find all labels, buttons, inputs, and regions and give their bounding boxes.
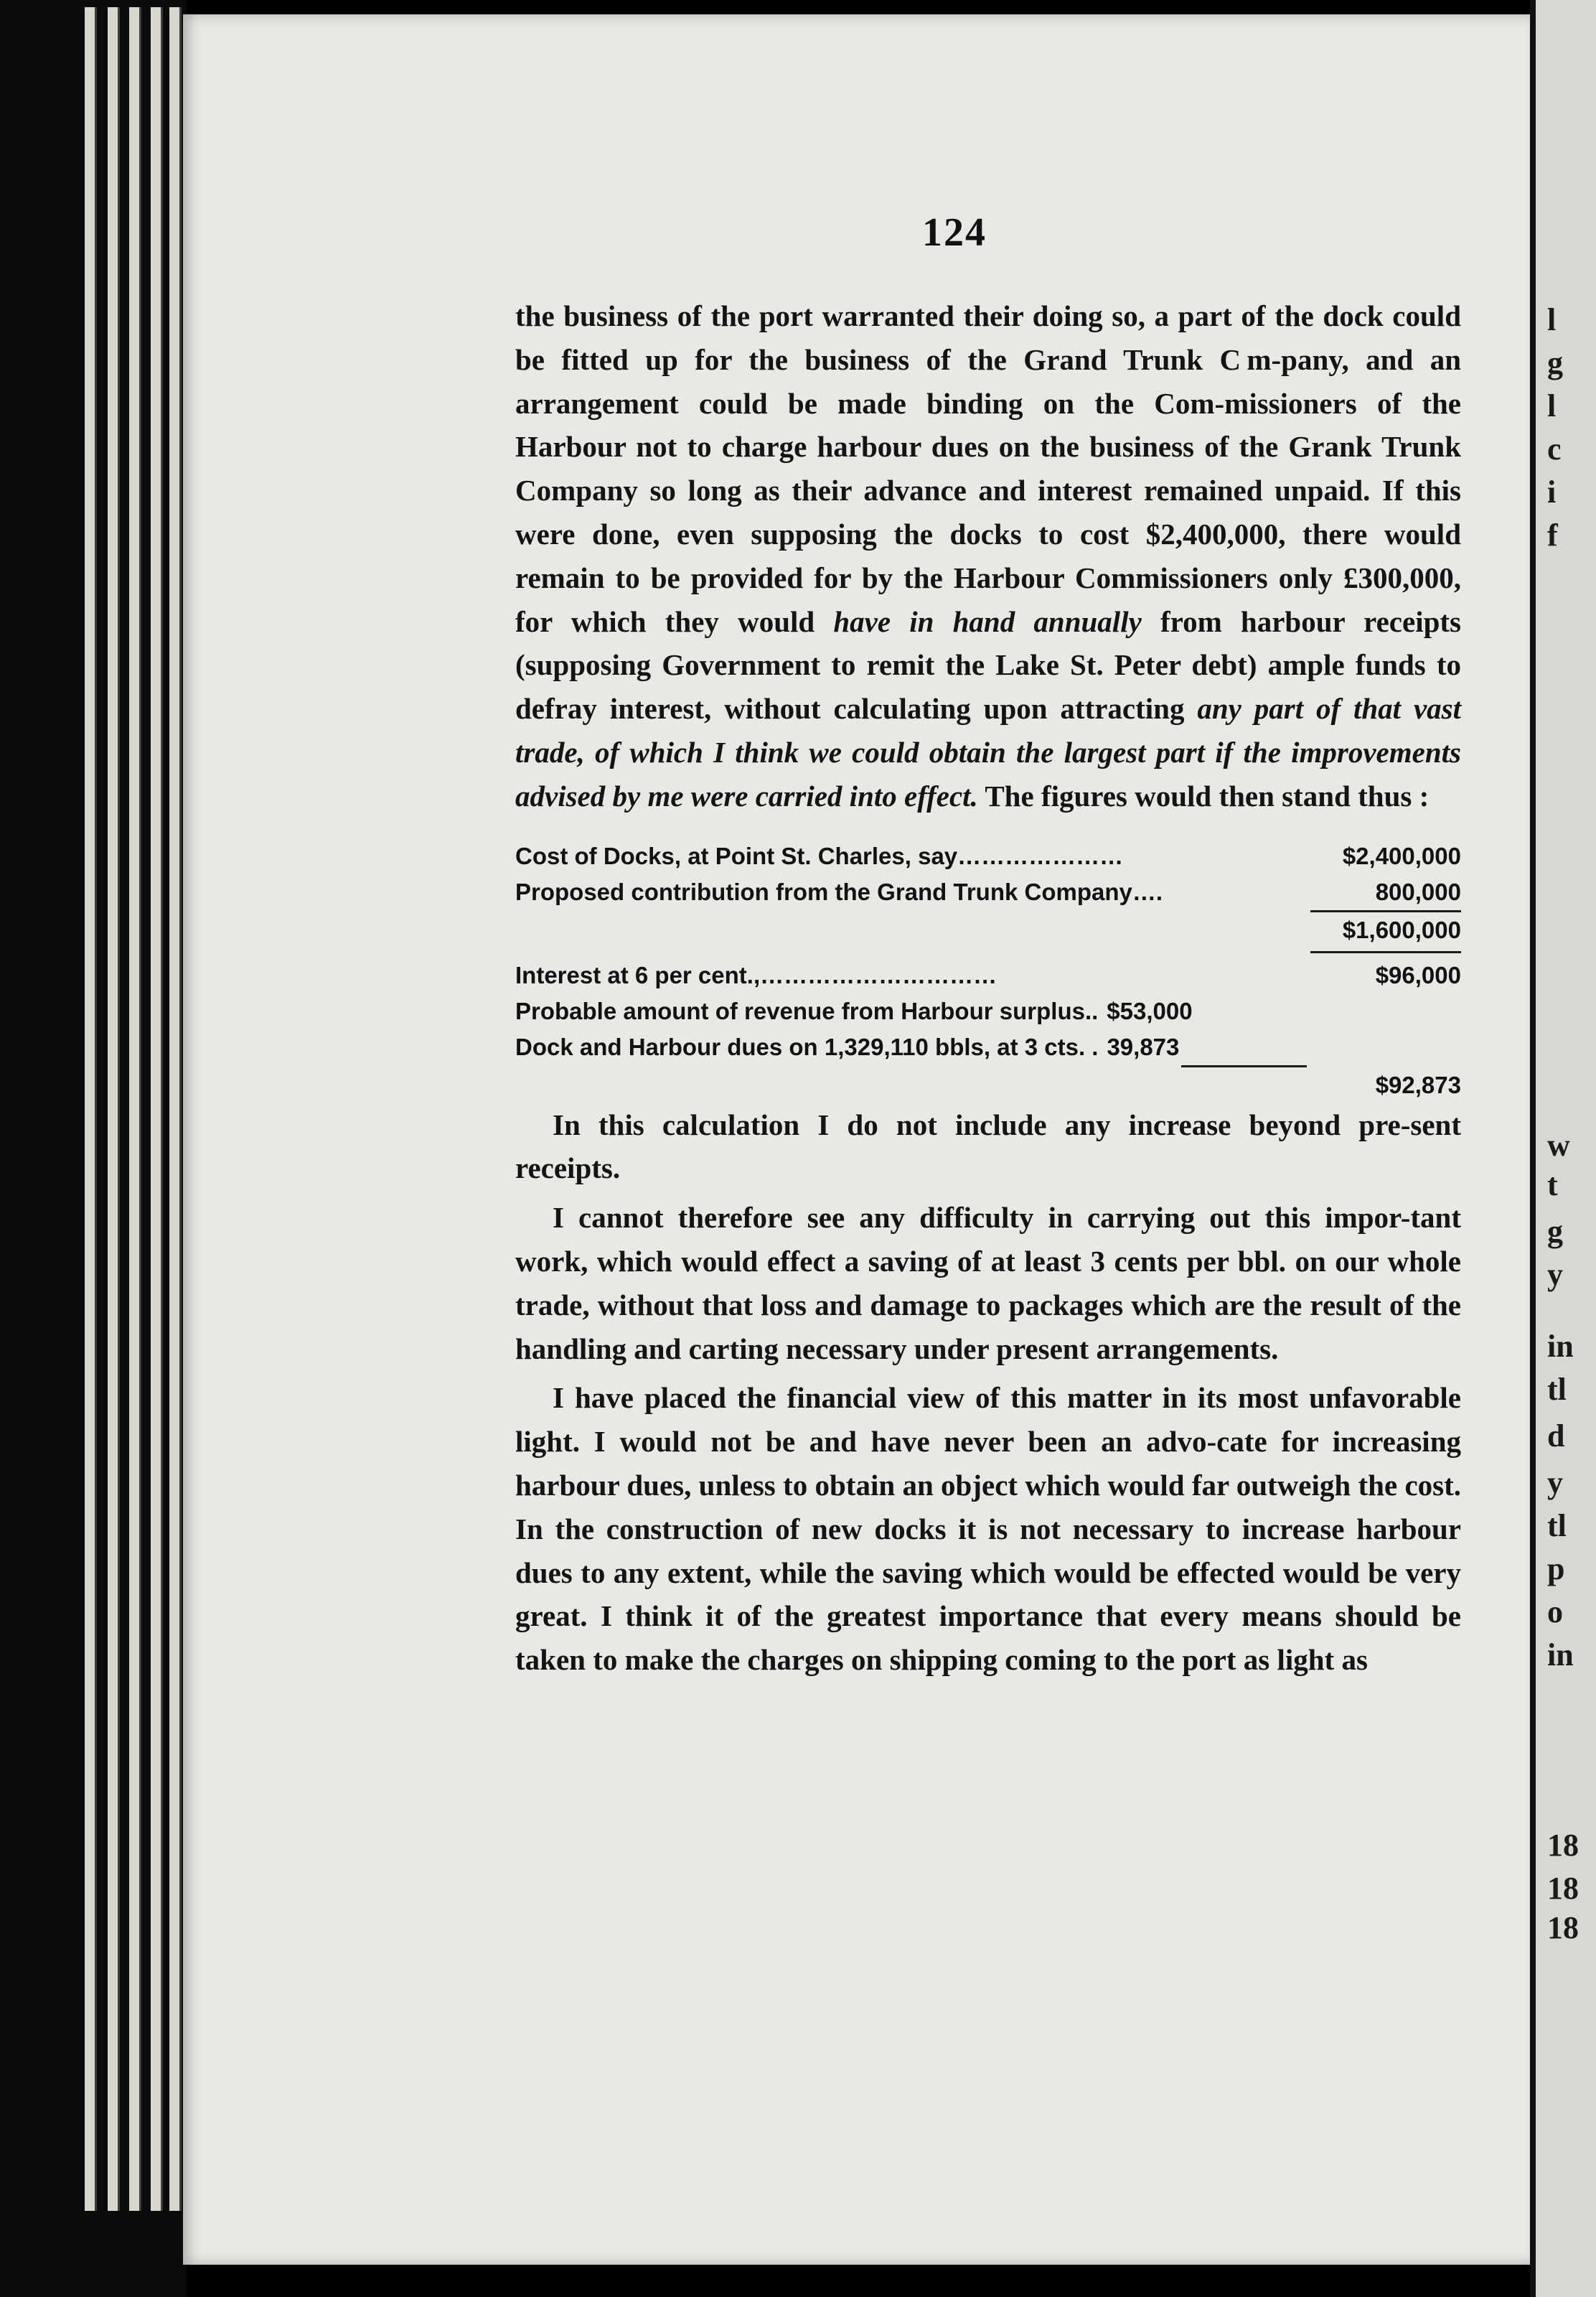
page-text [515, 294, 1461, 1682]
facing-page-fragment: c [1547, 431, 1562, 467]
ledger-row [515, 1067, 1461, 1103]
italic-text: have in hand annually [833, 604, 1142, 638]
facing-page-fragment: d [1547, 1418, 1565, 1454]
ledger-amount: 39,873 [1107, 1033, 1180, 1060]
paragraph [515, 294, 1461, 818]
ledger-label: Interest at 6 per cent.,………………………… [515, 961, 998, 988]
facing-page-fragment: 18 [1547, 1910, 1579, 1945]
facing-page-fragment: o [1547, 1594, 1563, 1629]
ledger-subtotal: $1,600,000 [1342, 916, 1461, 943]
ledger-row [515, 1029, 1461, 1065]
italic-text: any part of that vast trade, of which I think we could obtain the largest part if the improvements advised by me were carried into effect. [515, 692, 1461, 813]
paragraph-text: the business of the port warranted their doing so, a part of the dock could be fitted up for the business of the Grand Trunk C m-pany, and an arrangement could be made binding on the Com-missioners of the Harbour not to charge harbour dues on the business of the Grank Trunk Company so long as their advance and interest remained unpaid. If this were done, even supposing the docks to cost $2,400,000, there would remain to be provided for by the Harbour Commissioners only £300,000, for which they would [515, 299, 1461, 638]
facing-page-fragment: y [1547, 1465, 1563, 1500]
page-edge-strip [108, 7, 120, 2211]
facing-page-fragment: w [1547, 1128, 1570, 1163]
paragraph: I have placed the financial view of this matter in its most unfavorable light. I would not be and have never been an advo-cate for increasing harbour dues, unless to obtain an object which would far outweigh the cost. In the construction of new docks it is not necessary to increase harbour dues to any extent, while the saving which would be effected would be very great. I think it of the greatest importance that every means should be taken to make the charges on shipping coming to the port as light as [515, 1381, 1461, 1677]
facing-page-fragment: l [1547, 388, 1557, 424]
ledger-row [515, 993, 1461, 1029]
page-edge-strip [151, 7, 163, 2211]
facing-page-fragment: g [1547, 1214, 1563, 1249]
page-edge-strip [129, 7, 141, 2211]
ledger-amount: $53,000 [1107, 997, 1193, 1024]
facing-page-fragment: tl [1547, 1508, 1567, 1543]
ledger-amount: $2,400,000 [1342, 842, 1461, 869]
ledger-amount: $96,000 [1375, 961, 1461, 988]
ledger-row [515, 912, 1461, 948]
ledger-row [515, 838, 1461, 874]
paragraph: In this calculation I do not include any increase beyond pre-sent receipts. [515, 1108, 1461, 1185]
ledger-label: Cost of Docks, at Point St. Charles, say………………… [515, 842, 1124, 869]
ledger-row [515, 958, 1461, 993]
page-number: 124 [922, 210, 987, 255]
paragraph-text: The figures would then stand thus : [977, 779, 1430, 813]
facing-page-fragment: tl [1547, 1372, 1567, 1407]
page-edge-strip [85, 7, 97, 2211]
ledger-label: Probable amount of revenue from Harbour surplus.. [515, 997, 1099, 1024]
ledger-amount: 800,000 [1375, 878, 1461, 905]
book-page-edges [0, 0, 187, 2297]
facing-page-fragment: l [1547, 302, 1557, 337]
cost-ledger [515, 838, 1461, 1103]
ledger-label: Proposed contribution from the Grand Trunk Company…. [515, 878, 1163, 905]
page-edge-strip [169, 7, 182, 2211]
facing-page [1536, 0, 1596, 2297]
paragraph-text: from harbour receipts (supposing Government to remit the Lake St. Peter debt) ample funds to defray interest, without calculating upon attracting [515, 604, 1461, 726]
facing-page-fragment: t [1547, 1167, 1558, 1202]
facing-page-fragment: 18 [1547, 1828, 1579, 1863]
facing-page-fragment: i [1547, 474, 1557, 510]
facing-page-fragment: in [1547, 1637, 1574, 1673]
facing-page-fragment: 18 [1547, 1871, 1579, 1906]
ledger-row [515, 874, 1461, 910]
ledger-label: Dock and Harbour dues on 1,329,110 bbls, at 3 cts. . [515, 1033, 1099, 1060]
facing-page-fragment: g [1547, 345, 1563, 380]
facing-page-fragment: in [1547, 1329, 1574, 1364]
facing-page-fragment: p [1547, 1551, 1565, 1586]
ledger-total: $92,873 [1375, 1071, 1461, 1098]
facing-page-fragment: f [1547, 518, 1558, 553]
facing-page-fragment: y [1547, 1257, 1563, 1292]
ledger-rule [1310, 951, 1461, 953]
paragraph: I cannot therefore see any difficulty in carrying out this impor-tant work, which would effect a saving of at least 3 cents per bbl. on our whole trade, without that loss and damage to packages which are the result of the handling and carting necessary under present arrangements. [515, 1201, 1461, 1365]
